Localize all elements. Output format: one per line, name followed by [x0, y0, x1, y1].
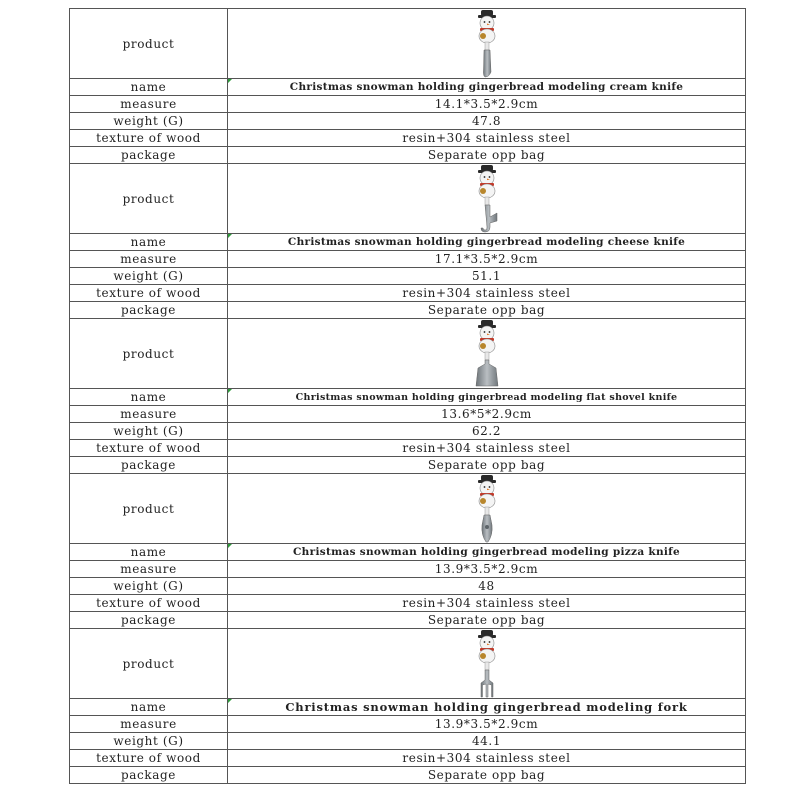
package-label: package	[70, 147, 228, 164]
cell-corner-marker	[228, 79, 232, 83]
product-2-weight-row	[70, 268, 746, 285]
weight-value: 62.2	[228, 423, 746, 440]
product-1-texture-row	[70, 130, 746, 147]
product-4-texture-row	[70, 595, 746, 612]
texture-label: texture of wood	[70, 750, 228, 767]
package-value: Separate opp bag	[228, 147, 746, 164]
product-name: Christmas snowman holding gingerbread modeling flat shovel knife	[228, 389, 746, 406]
package-label: package	[70, 457, 228, 474]
measure-value: 17.1*3.5*2.9cm	[228, 251, 746, 268]
product-2-image-row	[70, 164, 746, 234]
product-5-image-row	[70, 629, 746, 699]
weight-value: 51.1	[228, 268, 746, 285]
measure-value: 13.6*5*2.9cm	[228, 406, 746, 423]
product-label: product	[70, 629, 228, 699]
package-label: package	[70, 767, 228, 784]
weight-label: weight (G)	[70, 268, 228, 285]
product-3-image-row	[70, 319, 746, 389]
weight-value: 47.8	[228, 113, 746, 130]
product-2-measure-row	[70, 251, 746, 268]
texture-label: texture of wood	[70, 595, 228, 612]
cell-corner-marker	[228, 544, 232, 548]
weight-value: 48	[228, 578, 746, 595]
weight-label: weight (G)	[70, 578, 228, 595]
product-label: product	[70, 474, 228, 544]
product-4-image-row	[70, 474, 746, 544]
product-4-measure-row	[70, 561, 746, 578]
product-1-measure-row	[70, 96, 746, 113]
product-image-cell	[228, 9, 746, 79]
name-label: name	[70, 544, 228, 561]
product-2-package-row	[70, 302, 746, 319]
weight-label: weight (G)	[70, 423, 228, 440]
product-3-weight-row	[70, 423, 746, 440]
product-5-name-row	[70, 699, 746, 716]
spec-table-body	[70, 9, 746, 784]
cell-corner-marker	[228, 389, 232, 393]
product-name: Christmas snowman holding gingerbread modeling cheese knife	[228, 234, 746, 251]
product-3-measure-row	[70, 406, 746, 423]
weight-label: weight (G)	[70, 733, 228, 750]
texture-label: texture of wood	[70, 130, 228, 147]
product-image-cell	[228, 164, 746, 234]
cell-corner-marker	[228, 234, 232, 238]
measure-label: measure	[70, 96, 228, 113]
texture-value: resin+304 stainless steel	[228, 750, 746, 767]
name-label: name	[70, 234, 228, 251]
weight-value: 44.1	[228, 733, 746, 750]
name-label: name	[70, 389, 228, 406]
product-image-cell	[228, 474, 746, 544]
package-label: package	[70, 302, 228, 319]
product-5-measure-row	[70, 716, 746, 733]
texture-label: texture of wood	[70, 285, 228, 302]
package-value: Separate opp bag	[228, 302, 746, 319]
name-label: name	[70, 79, 228, 96]
product-1-image-row	[70, 9, 746, 79]
measure-value: 13.9*3.5*2.9cm	[228, 561, 746, 578]
measure-value: 13.9*3.5*2.9cm	[228, 716, 746, 733]
name-label: name	[70, 699, 228, 716]
product-4-package-row	[70, 612, 746, 629]
product-name: Christmas snowman holding gingerbread modeling fork	[228, 699, 746, 716]
product-4-name-row	[70, 544, 746, 561]
product-5-package-row	[70, 767, 746, 784]
fork-icon	[467, 630, 507, 698]
pizza-knife-icon	[467, 475, 507, 543]
texture-value: resin+304 stainless steel	[228, 285, 746, 302]
product-label: product	[70, 164, 228, 234]
cell-corner-marker	[228, 699, 232, 703]
product-3-package-row	[70, 457, 746, 474]
cheese-knife-icon	[467, 165, 507, 233]
product-name: Christmas snowman holding gingerbread modeling cream knife	[228, 79, 746, 96]
weight-label: weight (G)	[70, 113, 228, 130]
measure-label: measure	[70, 716, 228, 733]
product-image-cell	[228, 629, 746, 699]
product-4-weight-row	[70, 578, 746, 595]
product-label: product	[70, 9, 228, 79]
product-1-weight-row	[70, 113, 746, 130]
product-image-cell	[228, 319, 746, 389]
texture-value: resin+304 stainless steel	[228, 440, 746, 457]
measure-value: 14.1*3.5*2.9cm	[228, 96, 746, 113]
product-5-texture-row	[70, 750, 746, 767]
product-label: product	[70, 319, 228, 389]
product-1-package-row	[70, 147, 746, 164]
texture-value: resin+304 stainless steel	[228, 595, 746, 612]
measure-label: measure	[70, 251, 228, 268]
package-label: package	[70, 612, 228, 629]
package-value: Separate opp bag	[228, 457, 746, 474]
package-value: Separate opp bag	[228, 612, 746, 629]
product-3-texture-row	[70, 440, 746, 457]
cream-knife-icon	[467, 10, 507, 78]
product-2-texture-row	[70, 285, 746, 302]
product-3-name-row	[70, 389, 746, 406]
flat-shovel-knife-icon	[467, 320, 507, 388]
product-5-weight-row	[70, 733, 746, 750]
product-1-name-row	[70, 79, 746, 96]
measure-label: measure	[70, 406, 228, 423]
texture-label: texture of wood	[70, 440, 228, 457]
product-name: Christmas snowman holding gingerbread modeling pizza knife	[228, 544, 746, 561]
package-value: Separate opp bag	[228, 767, 746, 784]
spec-table	[69, 8, 746, 784]
measure-label: measure	[70, 561, 228, 578]
product-2-name-row	[70, 234, 746, 251]
texture-value: resin+304 stainless steel	[228, 130, 746, 147]
